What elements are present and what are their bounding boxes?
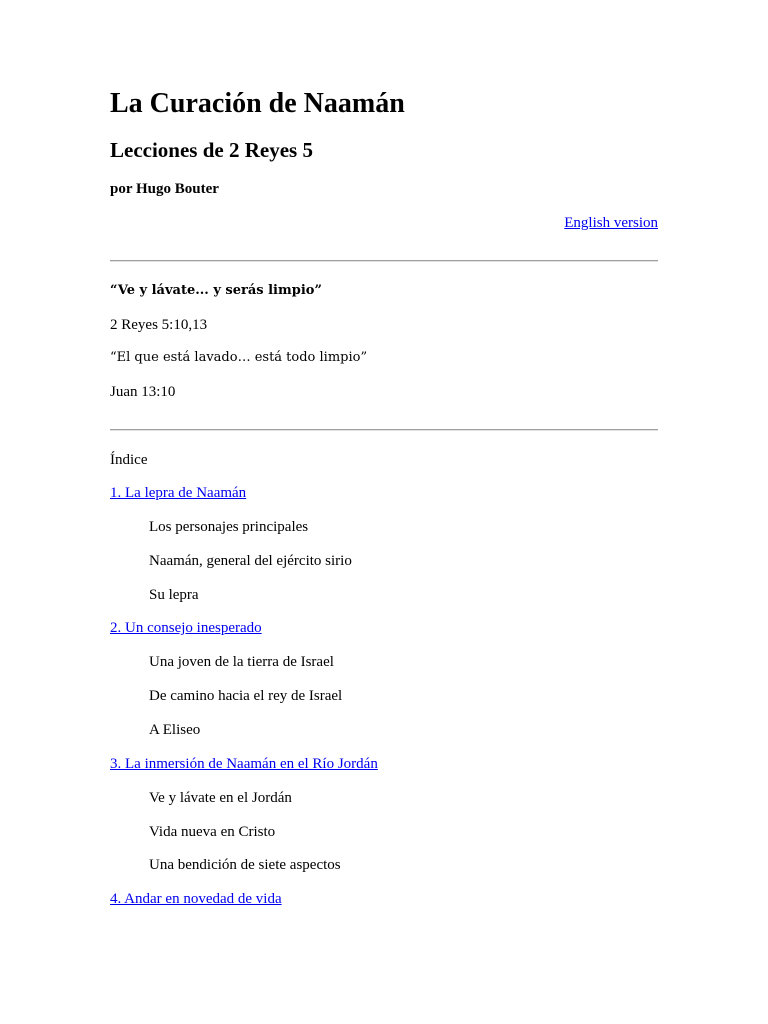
author-line: por Hugo Bouter: [110, 181, 219, 197]
toc-subitem: Su lepra: [149, 587, 199, 603]
divider: [110, 260, 658, 262]
epigraph-reference: Juan 13:10: [110, 384, 176, 400]
divider: [110, 429, 658, 431]
page-subtitle: Lecciones de 2 Reyes 5: [110, 138, 313, 162]
toc-subitem: Una bendición de siete aspectos: [149, 857, 341, 873]
toc-heading: Índice: [110, 452, 148, 468]
toc-subitem: De camino hacia el rey de Israel: [149, 688, 343, 704]
toc-subitem: Naamán, general del ejército sirio: [149, 553, 352, 569]
toc-section-link[interactable]: 1. La lepra de Naamán: [110, 485, 247, 501]
toc-subitem: Ve y lávate en el Jordán: [149, 790, 292, 806]
toc-subitem: Los personajes principales: [149, 519, 309, 535]
toc-section-link[interactable]: 4. Andar en novedad de vida: [110, 891, 282, 907]
epigraph-quote: “Ve y lávate... y serás limpio”: [110, 283, 322, 298]
document-page: [110, 0, 658, 1024]
toc-section-link[interactable]: 2. Un consejo inesperado: [110, 620, 262, 636]
english-version-link[interactable]: English version: [564, 215, 658, 231]
page-title: La Curación de Naamán: [110, 88, 405, 119]
epigraph-quote: “El que está lavado… está todo limpio”: [110, 350, 368, 365]
toc-subitem: Vida nueva en Cristo: [149, 824, 276, 840]
toc-subitem: A Eliseo: [149, 722, 201, 738]
epigraph-reference: 2 Reyes 5:10,13: [110, 317, 208, 333]
toc-section-link[interactable]: 3. La inmersión de Naamán en el Río Jordán: [110, 756, 378, 772]
toc-subitem: Una joven de la tierra de Israel: [149, 654, 334, 670]
